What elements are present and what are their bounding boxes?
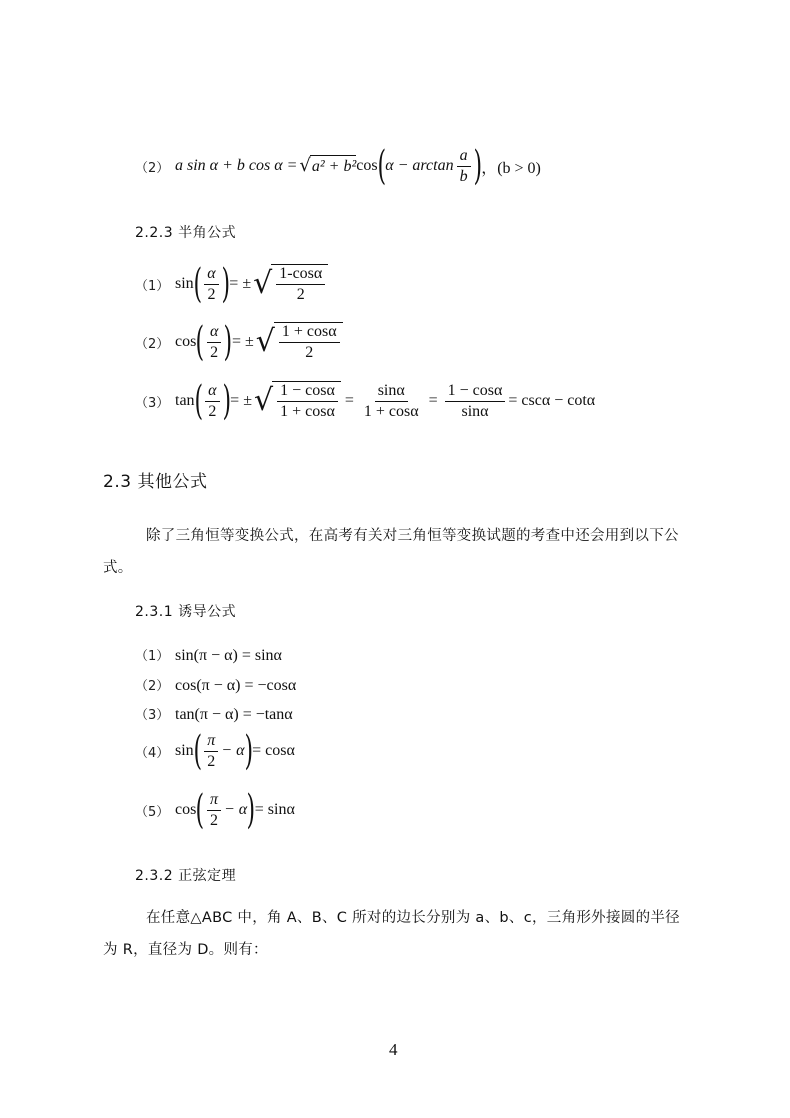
induction-formula-4: （4） sin ( $\frac{\pi}{2}$ − α ) = cosα <box>135 728 295 774</box>
radicand: a² + b² <box>311 157 357 175</box>
half-angle-formula-2: （2） cos ( $\frac{\alpha}{2}$ ) = ± √ $\frac{1 + \cos\alpha}{2}$ <box>135 322 343 362</box>
formula-lhs: a sin α + b cos α = <box>175 157 298 174</box>
induction-formula-1: （1） sin(π − α) = sinα <box>135 647 282 664</box>
fraction: $\frac{a}{b}$ <box>457 147 471 186</box>
induction-formula-3: （3） tan(π − α) = −tanα <box>135 706 293 723</box>
section-heading-223: 2.2.3 半角公式 <box>135 225 237 241</box>
induction-formula-5: （5） cos ( $\frac{\pi}{2}$ − α ) = sinα <box>135 787 295 833</box>
formula-prev-2: （2） a sin α + b cos α = √ a² + b² cos ( α − arctan $\frac{a}{b}$ ) ，(b > 0) <box>135 143 541 189</box>
section-heading-23: 2.3 其他公式 <box>103 472 208 492</box>
formula-number: （2） <box>135 160 170 176</box>
section-heading-232: 2.3.2 正弦定理 <box>135 868 237 884</box>
section-heading-231: 2.3.1 诱导公式 <box>135 604 237 620</box>
sqrt: √ a² + b² <box>299 155 357 176</box>
condition: ，(b > 0) <box>481 159 541 177</box>
intro-paragraph: 除了三角恒等变换公式，在高考有关对三角恒等变换试题的考查中还会用到以下公式。 <box>103 528 679 576</box>
page-number: 4 <box>389 1040 398 1059</box>
half-angle-formula-3: （3） tan ( $\frac{\alpha}{2}$ ) = ± √ $\frac{1 - \cos\alpha}{1 + \cos\alpha}$ = $\frac{\sin\alpha}{1 + \cos\alpha}$ = $\frac{1 - \cos\alpha}{\sin\alpha}$ = cscα − cotα <box>135 378 596 424</box>
sine-law-paragraph: 在任意△ABC 中，角 A、B、C 所对的边长分别为 a、b、c，三角形外接圆的半径为 R，直径为 D。则有： <box>103 910 680 958</box>
arctan-expr: α − arctan <box>385 157 454 174</box>
induction-formula-2: （2） cos(π − α) = −cosα <box>135 677 297 694</box>
half-angle-formula-1: （1） sin ( $\frac{\alpha}{2}$ ) = ± √ $\frac{1-\cos\alpha}{2}$ <box>135 264 328 304</box>
cos-label: cos <box>356 157 378 174</box>
